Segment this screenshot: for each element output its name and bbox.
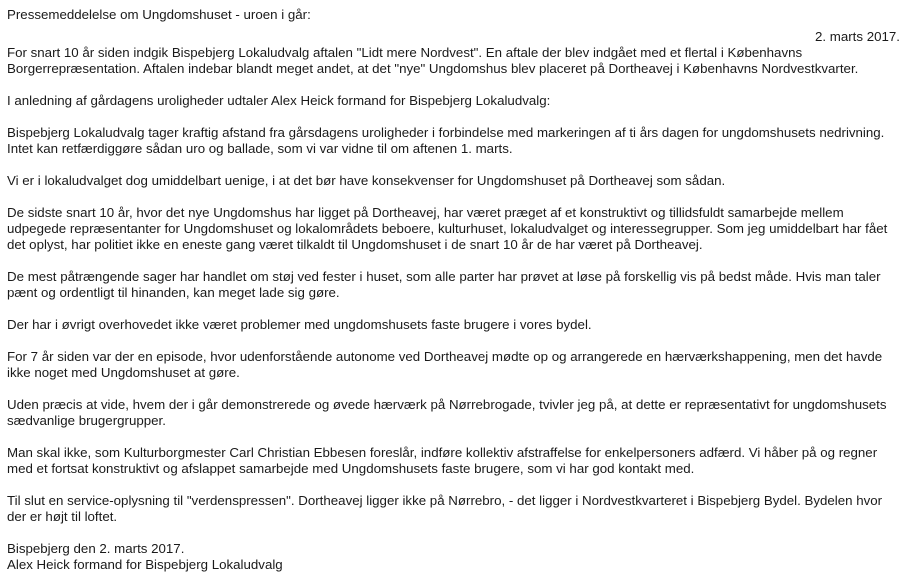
- paragraph-intro: For snart 10 år siden indgik Bispebjerg Lokaludvalg aftalen "Lidt mere Nordvest". En aftale der blev indgået med et flertal i Københavns Borgerrepræsentation. Aftalen indebar blandt meget andet, at det "nye" Ungdomshus blev placeret på Dortheavej i Københavns Nordvestkvarter.: [7, 45, 859, 76]
- signature-place-date: Bispebjerg den 2. marts 2017.: [7, 541, 185, 556]
- paragraph-collective-punishment: Man skal ikke, som Kulturborgmester Carl Christian Ebbesen foreslår, indføre kollektiv afstraffelse for enkelpersoners adfærd. Vi håber på og regner med et fortsat konstruktivt og afslappet samarbejde med Ungdomshusets faste brugere, som vi har god kontakt med.: [7, 445, 878, 476]
- paragraph-disagree: Vi er i lokaludvalget dog umiddelbart uenige, i at det bør have konsekvenser for Ungdomshuset på Dortheavej som sådan.: [7, 173, 726, 188]
- document-date: 2. marts 2017.: [815, 29, 900, 44]
- paragraph-episode: For 7 år siden var der en episode, hvor udenforstående autonome ved Dortheavej mødte op og arrangerede en hærværkshappening, men det havde ikke noget med Ungdomshuset at gøre.: [7, 349, 883, 380]
- paragraph-no-problems: Der har i øvrigt overhovedet ikke været problemer med ungdomshusets faste brugere i vores bydel.: [7, 317, 592, 332]
- paragraph-statement-lead: I anledning af gårdagens uroligheder udtaler Alex Heick formand for Bispebjerg Lokaludvalg:: [7, 93, 551, 108]
- paragraph-distance: Bispebjerg Lokaludvalg tager kraftig afstand fra gårsdagens uroligheder i forbindelse med markeringen af ti års dagen for ungdomshusets nedrivning. Intet kan retfærdiggøre sådan uro og ballade, som vi var vidne til om aftenen 1. marts.: [7, 125, 885, 156]
- paragraph-demonstration: Uden præcis at vide, hvem der i går demonstrerede og øvede hærværk på Nørrebrogade, tvivler jeg på, at dette er repræsentativt for ungdomshusets sædvanlige brugergrupper.: [7, 397, 887, 428]
- document-title: Pressemeddelelse om Ungdomshuset - uroen i går:: [7, 7, 311, 22]
- paragraph-noise-issues: De mest påtrængende sager har handlet om støj ved fester i huset, som alle parter har prøvet at løse på forskellig vis på bedst måde. Hvis man taler pænt og ordentligt til hinanden, kan meget lade sig gøre.: [7, 269, 881, 300]
- signature-name: Alex Heick formand for Bispebjerg Lokaludvalg: [7, 557, 283, 572]
- paragraph-service-info: Til slut en service-oplysning til "verdenspressen". Dortheavej ligger ikke på Nørrebro, - det ligger i Nordvestkvarteret i Bispebjerg Bydel. Bydelen hvor der er højt til loftet.: [7, 493, 883, 524]
- signature-block: [7, 541, 904, 573]
- paragraph-cooperation: De sidste snart 10 år, hvor det nye Ungdomshus har ligget på Dortheavej, har været præget af et konstruktivt og tillidsfuldt samarbejde mellem udpegede repræsentanter for Ungdomshuset og lokalområdets beboere, kulturhuset, lokaludvalget og interessegrupper. Som jeg umiddelbart har fået det oplyst, har politiet ikke en eneste gang været tilkaldt til Ungdomshuset i de snart 10 år de har været på Dortheavej.: [7, 205, 888, 252]
